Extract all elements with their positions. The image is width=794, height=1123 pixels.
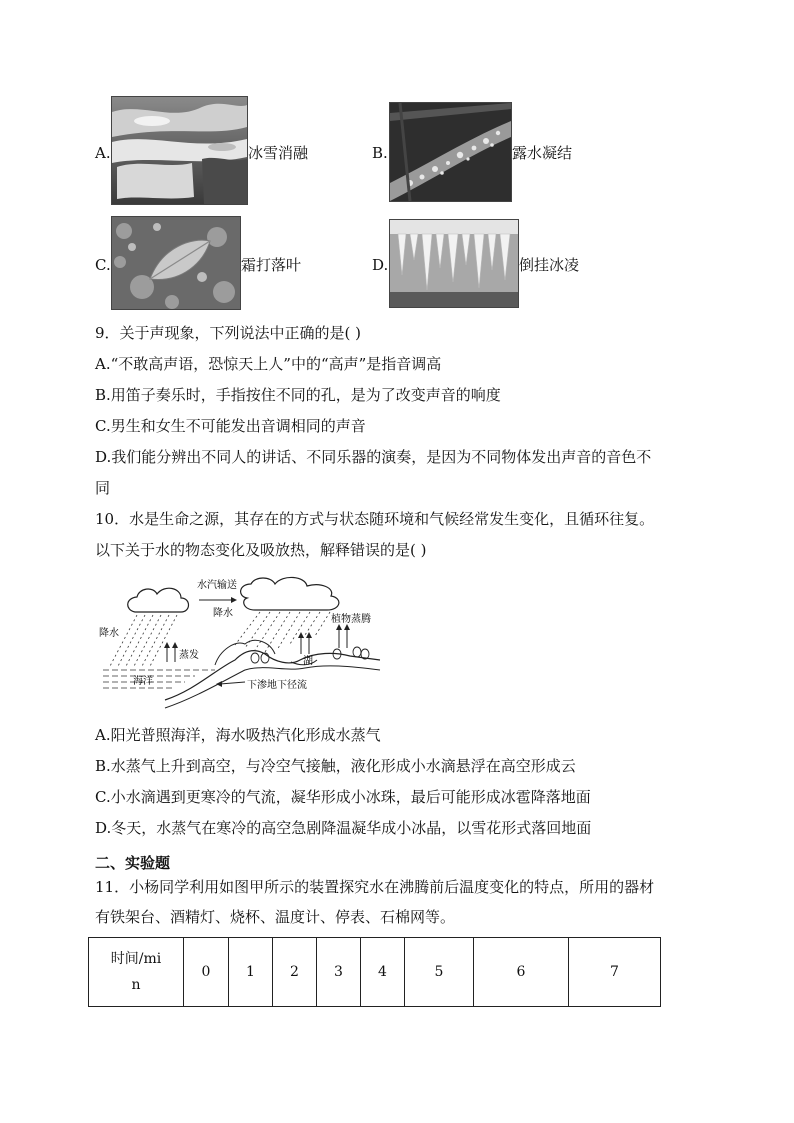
option-d-letter: D.	[372, 256, 389, 274]
q10-option-b: B.水蒸气上升到高空，与冷空气接触，液化形成小水滴悬浮在高空形成云	[95, 757, 576, 775]
q9-option-c: C.男生和女生不可能发出音调相同的声音	[95, 417, 366, 435]
label-lake: 湖	[303, 656, 313, 667]
q11-stem-line2: 有铁架台、酒精灯、烧杯、温度计、停表、石棉网等。	[95, 908, 456, 926]
q9-option-d-continued: 同	[95, 479, 111, 497]
left-cloud	[128, 588, 189, 612]
table-cell: 5	[405, 938, 474, 1007]
option-a-letter: A.	[95, 144, 111, 162]
q9-option-a: A.“不敢高声语，恐惊天上人”中的“高声”是指音调高	[95, 355, 442, 373]
table-row	[89, 938, 661, 1007]
q10-option-d: D.冬天，水蒸气在寒冷的高空急剧降温凝华成小冰晶，以雪花形式落回地面	[95, 819, 592, 837]
q10-option-a: A.阳光普照海洋，海水吸热汽化形成水蒸气	[95, 726, 381, 744]
table-cell: 0	[184, 938, 229, 1007]
section-title-experiments: 二、实验题	[95, 854, 171, 872]
label-precipitation-top: 降水	[213, 608, 233, 619]
time-temperature-table	[88, 937, 661, 1007]
q10-stem-line2: 以下关于水的物态变化及吸放热，解释错误的是( )	[95, 541, 427, 559]
option-c-caption: 霜打落叶	[241, 256, 302, 274]
option-a-caption: 冰雪消融	[248, 144, 309, 162]
table-header-time	[89, 938, 184, 1007]
label-precipitation-left: 降水	[99, 628, 119, 639]
table-cell: 3	[317, 938, 361, 1007]
q9-stem: 9．关于声现象，下列说法中正确的是( )	[95, 324, 362, 342]
option-b-caption: 露水凝结	[512, 144, 573, 162]
q9-option-b: B.用笛子奏乐时，手指按住不同的孔，是为了改变声音的响度	[95, 386, 501, 404]
label-vapor-transport: 水汽输送	[197, 580, 237, 591]
dew-drops-photo	[389, 102, 512, 202]
label-runoff: 下渗地下径流	[247, 680, 307, 691]
table-cell: 6	[474, 938, 569, 1007]
option-d-caption: 倒挂冰凌	[519, 256, 580, 274]
q9-option-d: D.我们能分辨出不同人的讲话、不同乐器的演奏，是因为不同物体发出声音的音色不	[95, 448, 652, 466]
option-c-letter: C.	[95, 256, 111, 274]
q10-option-c: C.小水滴遇到更寒冷的气流，凝华形成小冰珠，最后可能形成冰雹降落地面	[95, 788, 591, 806]
q11-stem-line1: 11．小杨同学利用如图甲所示的装置探究水在沸腾前后温度变化的特点，所用的器材	[95, 878, 655, 896]
label-ocean: 海洋	[133, 676, 153, 687]
water-cycle-diagram	[95, 570, 385, 710]
table-cell: 1	[229, 938, 273, 1007]
table-header-line1: 时间/mi	[110, 951, 162, 967]
table-cell: 2	[273, 938, 317, 1007]
right-cloud	[241, 577, 339, 610]
option-b-letter: B.	[372, 144, 388, 162]
icicles-photo	[389, 219, 519, 308]
table-cell: 7	[569, 938, 661, 1007]
label-transpiration: 植物蒸腾	[331, 614, 371, 625]
table-header-line2: n	[131, 977, 141, 993]
q10-stem-line1: 10．水是生命之源，其存在的方式与状态随环境和气候经常发生变化，且循环往复。	[95, 510, 655, 528]
label-evaporation: 蒸发	[179, 650, 199, 661]
frost-leaf-photo	[111, 216, 241, 310]
table-cell: 4	[361, 938, 405, 1007]
melting-ice-photo	[111, 96, 248, 205]
